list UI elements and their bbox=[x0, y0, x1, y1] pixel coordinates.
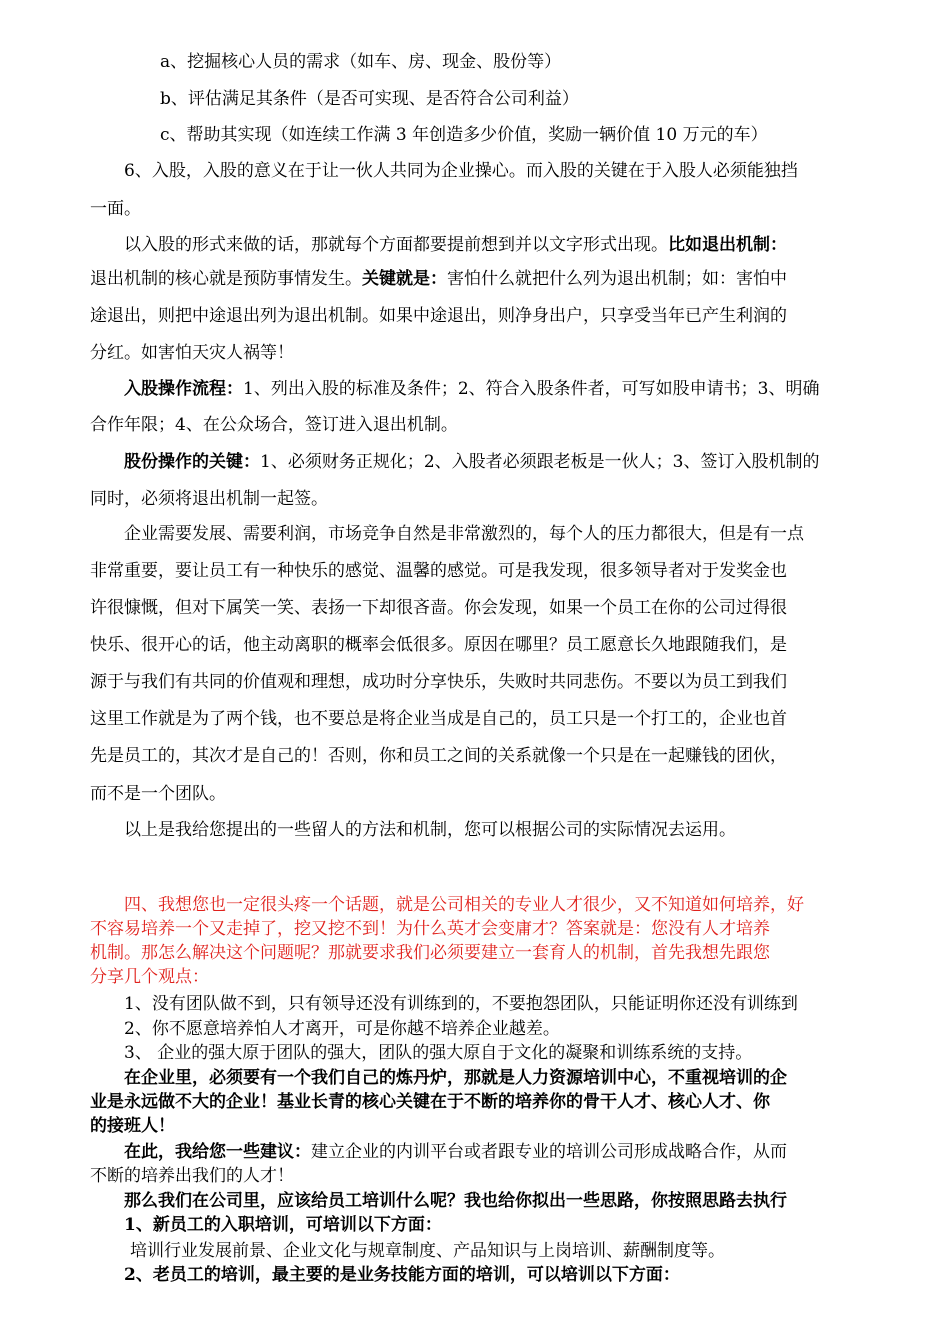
advice-label: 在此，我给您一些建议： bbox=[124, 1142, 311, 1162]
flow-label: 入股操作流程： bbox=[124, 379, 243, 399]
team-paragraph-line: 快乐、很开心的话，他主动离职的概率会低很多。原因在哪里？员工愿意长久地跟随我们，是 bbox=[90, 635, 787, 655]
team-paragraph-line: 先是员工的，其次才是自己的！否则，你和员工之间的关系就像一个只是在一起赚钱的团伙， bbox=[90, 746, 787, 766]
new-staff-heading: 1、新员工的入职培训，可培训以下方面： bbox=[124, 1215, 442, 1235]
list-item-a: a、挖掘核心人员的需求（如车、房、现金、股份等） bbox=[160, 52, 562, 72]
key-text: 1、必须财务正规化；2、入股者必须跟老板是一伙人；3、签订入股机制的 bbox=[260, 452, 820, 472]
flow-line: 合作年限；4、在公众场合，签订进入退出机制。 bbox=[90, 415, 458, 435]
team-paragraph-line: 源于与我们有共同的价值观和理想，成功时分享快乐，失败时共同悲伤。不要以为员工到我们 bbox=[90, 672, 787, 692]
list-item-c: c、帮助其实现（如连续工作满 3 年创造多少价值，奖励一辆价值 10 万元的车） bbox=[160, 125, 768, 145]
key-line bbox=[124, 451, 819, 473]
view-item: 3、 企业的强大原于团队的强大，团队的强大原自于文化的凝聚和训练系统的支持。 bbox=[124, 1043, 753, 1063]
exit-bold: 比如退出机制： bbox=[668, 235, 787, 255]
key-line: 同时，必须将退出机制一起签。 bbox=[90, 489, 328, 509]
team-paragraph-line: 这里工作就是为了两个钱，也不要总是将企业当成是自己的，员工只是一个打工的，企业也首 bbox=[90, 709, 787, 729]
view-item: 1、没有团队做不到，只有领导还没有训练到的，不要抱怨团队，只能证明你还没有训练到 bbox=[124, 994, 798, 1014]
paragraph-6-line: 6、入股，入股的意义在于让一伙人共同为企业操心。而入股的关键在于入股人必须能独挡 bbox=[124, 161, 798, 181]
furnace-line: 的接班人！ bbox=[90, 1116, 175, 1136]
exit-paragraph-line bbox=[124, 234, 787, 256]
exit-paragraph-line: 途退出，则把中途退出列为退出机制。如果中途退出，则净身出户，只享受当年已产生利润的 bbox=[90, 306, 787, 326]
advice-line bbox=[124, 1141, 787, 1163]
team-paragraph-line: 而不是一个团队。 bbox=[90, 784, 226, 804]
team-paragraph-line: 许很慷慨，但对下属笑一笑、表扬一下却很吝啬。你会发现，如果一个员工在你的公司过得很 bbox=[90, 598, 787, 618]
exit-text: 以入股的形式来做的话，那就每个方面都要提前想到并以文字形式出现。 bbox=[124, 235, 668, 255]
section4-line: 四、我想您也一定很头疼一个话题，就是公司相关的专业人才很少，又不知道如何培养，好 bbox=[124, 895, 804, 915]
key-label: 股份操作的关键： bbox=[124, 452, 260, 472]
team-paragraph-line: 企业需要发展、需要利润，市场竞争自然是非常激烈的，每个人的压力都很大，但是有一点 bbox=[124, 524, 804, 544]
furnace-line: 业是永远做不大的企业！基业长青的核心关键在于不断的培养你的骨干人才、核心人才、你 bbox=[90, 1092, 770, 1112]
team-paragraph-line: 非常重要，要让员工有一种快乐的感觉、温馨的感觉。可是我发现，很多领导者对于发奖金也 bbox=[90, 561, 787, 581]
exit-paragraph-line: 分红。如害怕天灾人祸等！ bbox=[90, 343, 294, 363]
training-question: 那么我们在公司里，应该给员工培训什么呢？我也给你拟出一些思路，你按照思路去执行 bbox=[124, 1191, 787, 1211]
exit-paragraph-line bbox=[90, 268, 787, 290]
summary-line: 以上是我给您提出的一些留人的方法和机制，您可以根据公司的实际情况去运用。 bbox=[124, 820, 736, 840]
advice-line: 不断的培养出我们的人才！ bbox=[90, 1166, 294, 1186]
section4-line: 不容易培养一个又走掉了，挖又挖不到！为什么英才会变庸才？答案就是：您没有人才培养 bbox=[90, 919, 770, 939]
advice-text: 建立企业的内训平台或者跟专业的培训公司形成战略合作，从而 bbox=[311, 1142, 787, 1162]
section4-line: 分享几个观点： bbox=[90, 967, 209, 987]
old-staff-heading: 2、老员工的培训，最主要的是业务技能方面的培训，可以培训以下方面： bbox=[124, 1265, 680, 1285]
new-staff-content: 培训行业发展前景、企业文化与规章制度、产品知识与上岗培训、薪酬制度等。 bbox=[130, 1241, 725, 1261]
exit-bold: 关键就是： bbox=[362, 269, 447, 289]
exit-text: 害怕什么就把什么列为退出机制；如：害怕中 bbox=[447, 269, 787, 289]
paragraph-6-line: 一面。 bbox=[90, 199, 141, 219]
furnace-line: 在企业里，必须要有一个我们自己的炼丹炉，那就是人力资源培训中心，不重视培训的企 bbox=[124, 1068, 787, 1088]
view-item: 2、你不愿意培养怕人才离开，可是你越不培养企业越差。 bbox=[124, 1019, 560, 1039]
flow-line bbox=[124, 378, 819, 400]
exit-text: 退出机制的核心就是预防事情发生。 bbox=[90, 269, 362, 289]
flow-text: 1、列出入股的标准及条件；2、符合入股条件者，可写如股申请书；3、明确 bbox=[243, 379, 820, 399]
list-item-b: b、评估满足其条件（是否可实现、是否符合公司利益） bbox=[160, 89, 579, 109]
section4-line: 机制。那怎么解决这个问题呢？那就要求我们必须要建立一套育人的机制，首先我想先跟您 bbox=[90, 943, 770, 963]
